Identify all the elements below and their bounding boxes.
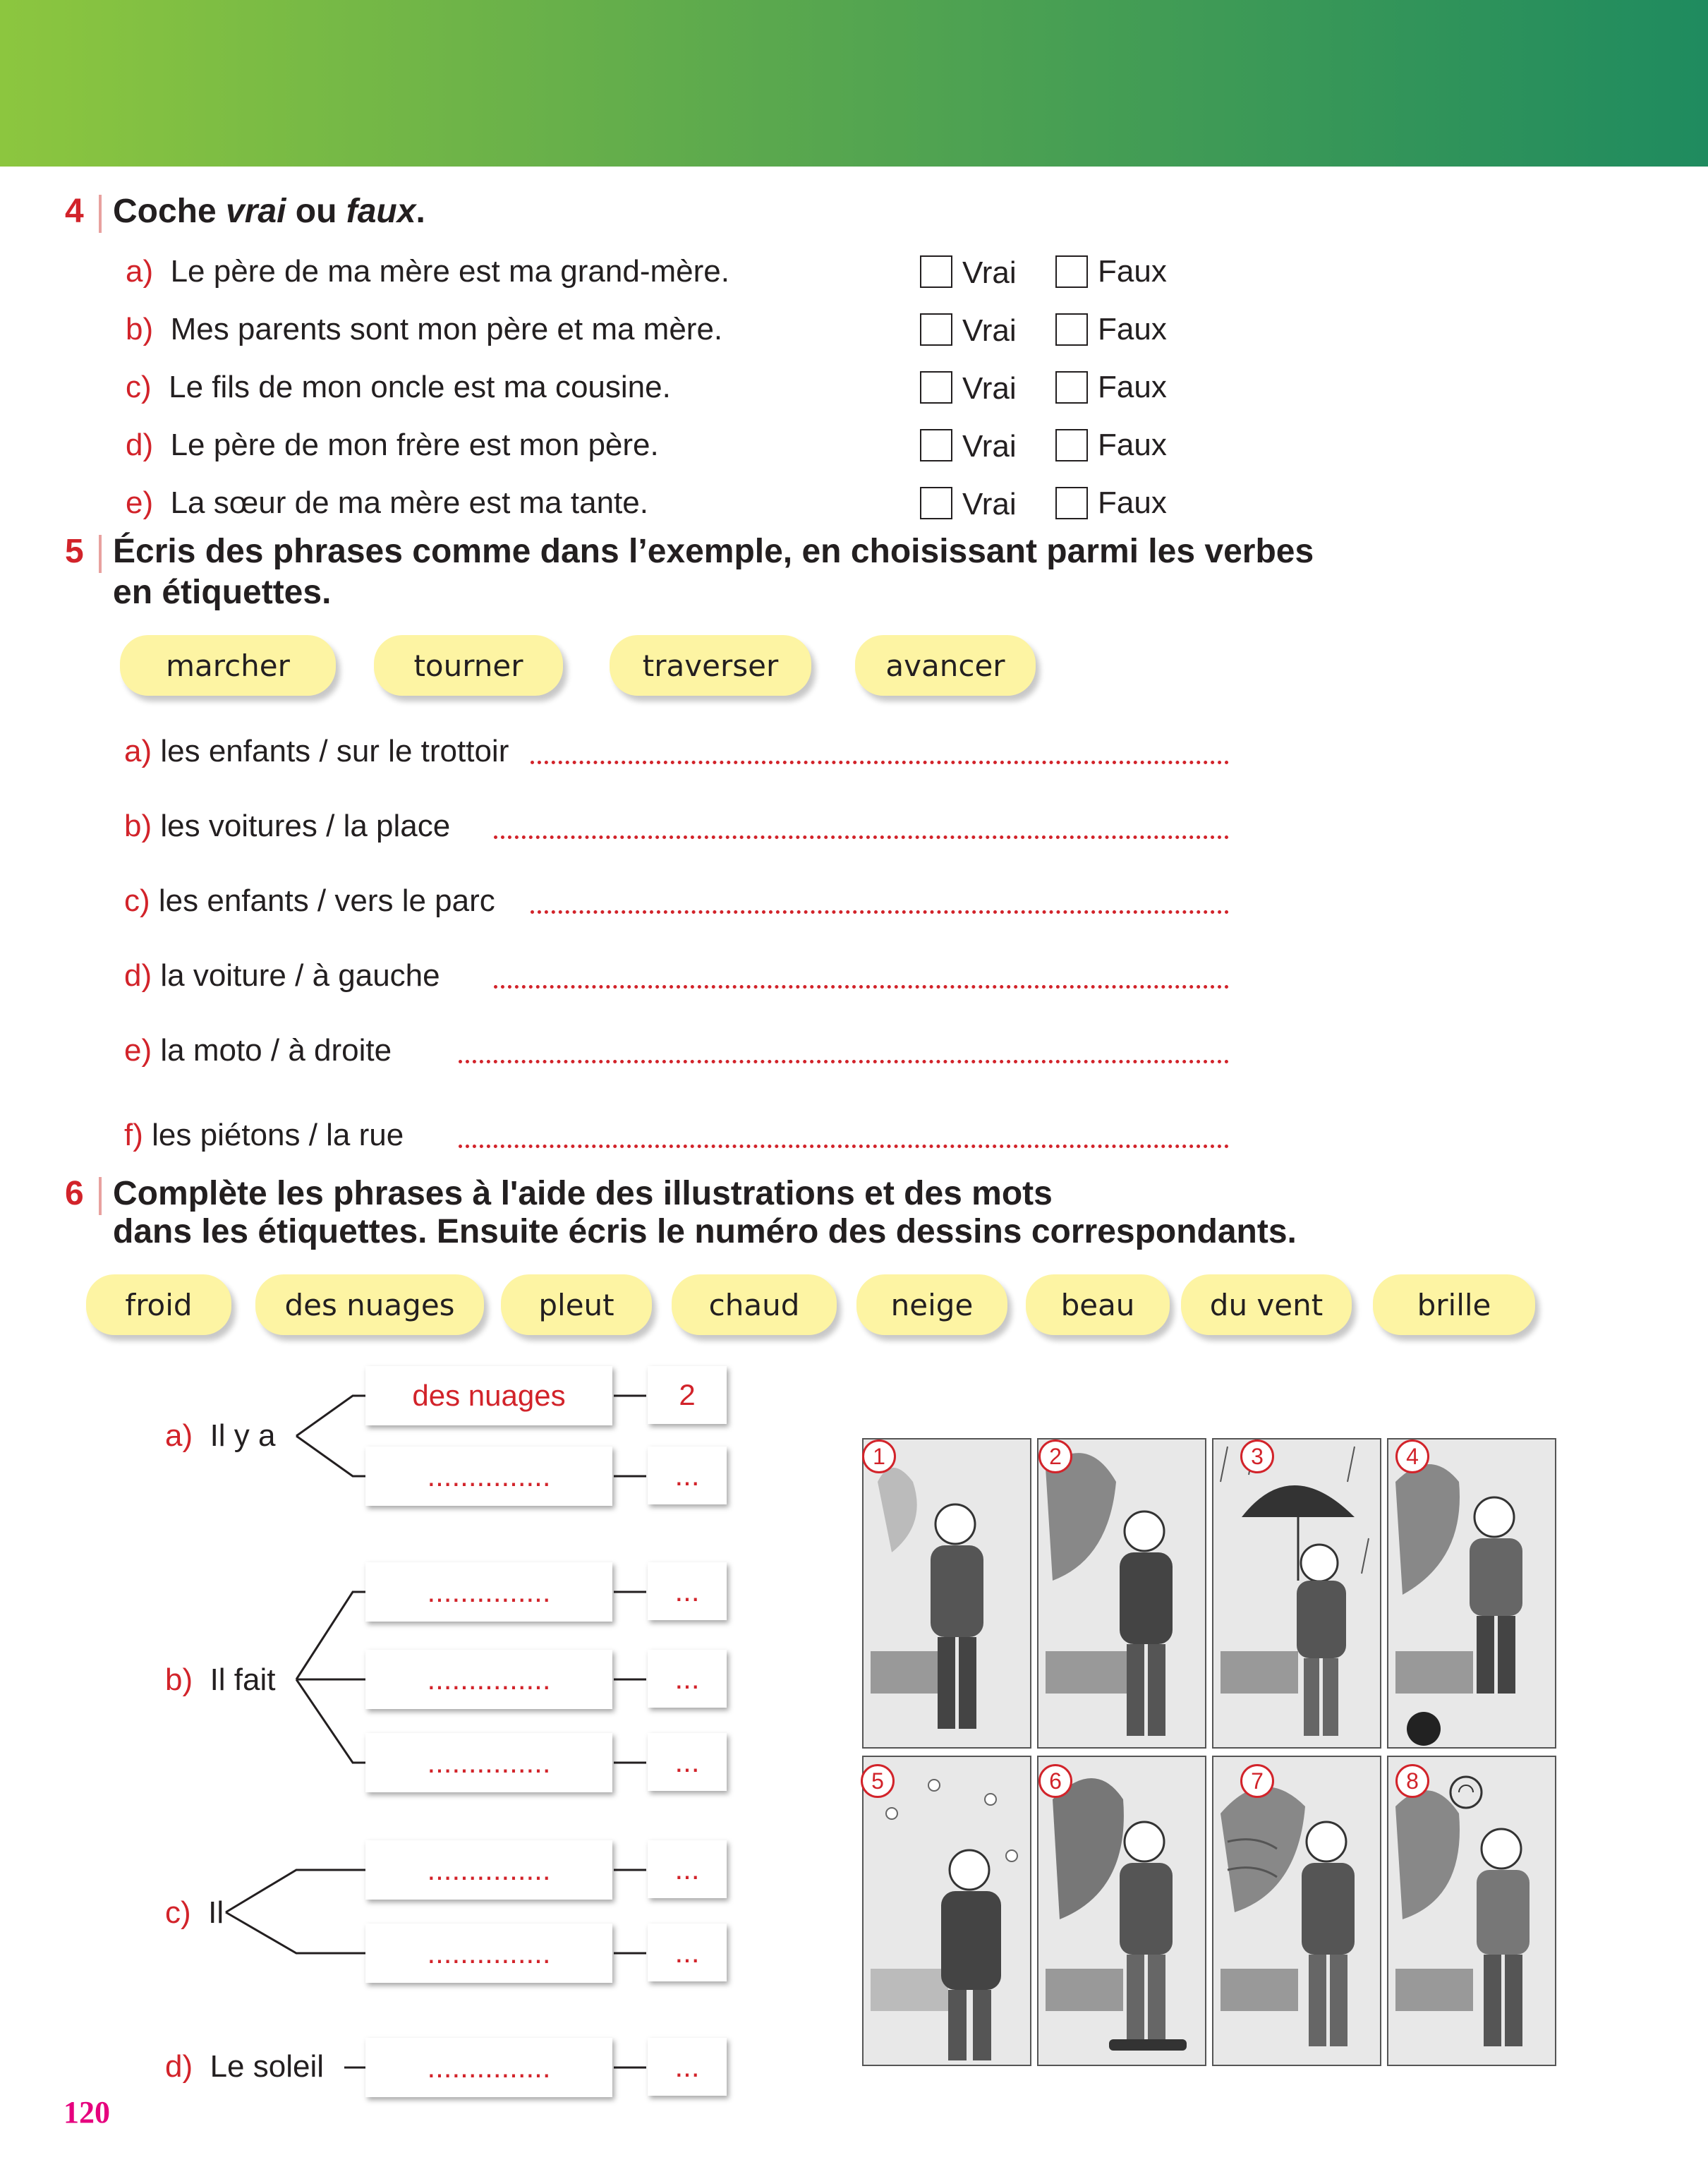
number-box[interactable]: ...: [648, 1447, 727, 1504]
false-checkbox[interactable]: [1055, 371, 1088, 404]
false-label: Faux: [1098, 428, 1167, 462]
item-letter: a): [124, 734, 152, 768]
item-text: Le soleil: [210, 2049, 325, 2084]
true-label: Vrai: [962, 487, 1017, 521]
item-letter: b): [165, 1662, 193, 1697]
illustration-number: 2: [1038, 1439, 1072, 1473]
verb-tag: traverser: [610, 635, 811, 696]
true-checkbox[interactable]: [920, 371, 952, 404]
item-letter: e): [124, 1033, 152, 1068]
number-box[interactable]: ...: [648, 2038, 727, 2096]
word-tag: beau: [1026, 1274, 1170, 1335]
false-label: Faux: [1098, 312, 1167, 346]
word-tag: du vent: [1181, 1274, 1352, 1335]
item-letter: d): [165, 2049, 193, 2084]
verb-tag: avancer: [855, 635, 1036, 696]
title-part: .: [416, 193, 425, 230]
title-part: Coche: [113, 193, 226, 230]
list-item: [126, 370, 671, 405]
word-tag: neige: [856, 1274, 1007, 1335]
illustration-number: 4: [1395, 1439, 1429, 1473]
item-letter: e): [126, 485, 154, 520]
answer-box[interactable]: ...............: [365, 1924, 612, 1983]
answer-box[interactable]: ...............: [365, 1840, 612, 1900]
number-box[interactable]: 2: [648, 1366, 727, 1424]
list-item: [126, 428, 659, 463]
illustration-number: 5: [861, 1764, 895, 1798]
answer-box[interactable]: des nuages: [365, 1366, 612, 1425]
row-label: [165, 1662, 276, 1698]
answer-line[interactable]: [494, 835, 1229, 839]
answer-line[interactable]: [459, 1145, 1229, 1148]
header-banner: [0, 0, 1708, 167]
row-label: [165, 1418, 276, 1454]
item-text: Le père de mon frère est mon père.: [170, 428, 659, 462]
true-label: Vrai: [962, 429, 1017, 464]
exercise-6-title-line2: dans les étiquettes. Ensuite écris le numéro des dessins correspondants.: [113, 1213, 1297, 1250]
number-box[interactable]: ...: [648, 1733, 727, 1791]
answer-line[interactable]: [459, 1060, 1229, 1063]
item-text: Il y a: [210, 1418, 276, 1453]
list-item: [126, 485, 648, 521]
word-tag: pleut: [501, 1274, 652, 1335]
item-text: les voitures / la place: [160, 809, 451, 843]
exercise-5-divider: [99, 535, 102, 573]
illustration-number: 8: [1395, 1764, 1429, 1798]
item-letter: b): [126, 312, 154, 346]
false-checkbox[interactable]: [1055, 255, 1088, 288]
answer-line[interactable]: [531, 910, 1229, 914]
number-box[interactable]: ...: [648, 1924, 727, 1981]
illustration-number: 1: [862, 1439, 896, 1473]
list-item: [124, 958, 440, 994]
list-item: [126, 254, 729, 289]
list-item: [124, 1118, 404, 1153]
item-letter: c): [165, 1895, 191, 1930]
word-tag: chaud: [672, 1274, 837, 1335]
exercise-5-title-line1: Écris des phrases comme dans l’exemple, en choisissant parmi les verbes: [113, 533, 1314, 570]
false-label: Faux: [1098, 254, 1167, 289]
item-text: la moto / à droite: [160, 1033, 392, 1068]
illustration-hot: [1387, 1438, 1556, 1749]
item-text: les enfants / vers le parc: [158, 883, 495, 918]
exercise-4-number: 4: [65, 193, 84, 230]
row-label: [165, 1895, 224, 1931]
answer-box[interactable]: ...............: [365, 1447, 612, 1506]
true-checkbox[interactable]: [920, 429, 952, 461]
title-part: ou: [286, 193, 346, 230]
true-label: Vrai: [962, 313, 1017, 348]
item-text: la voiture / à gauche: [160, 958, 440, 993]
list-item: [124, 809, 450, 844]
illustration-sun: [1387, 1756, 1556, 2066]
exercise-4-divider: [99, 195, 102, 233]
verb-tag: tourner: [374, 635, 563, 696]
item-letter: a): [126, 254, 154, 289]
list-item: [124, 734, 509, 769]
exercise-6-title-line1: Complète les phrases à l'aide des illustrations et des mots: [113, 1175, 1053, 1212]
answer-box[interactable]: ...............: [365, 1650, 612, 1709]
item-text: les enfants / sur le trottoir: [160, 734, 509, 768]
item-letter: b): [124, 809, 152, 843]
item-text: les piétons / la rue: [152, 1118, 404, 1152]
illustration-nice-weather: [1037, 1756, 1206, 2066]
item-letter: c): [124, 883, 150, 918]
answer-line[interactable]: [494, 985, 1229, 989]
answer-box[interactable]: ...............: [365, 1733, 612, 1792]
word-tag: des nuages: [255, 1274, 484, 1335]
word-tag: froid: [86, 1274, 231, 1335]
exercise-4-title: [113, 192, 425, 231]
answer-box[interactable]: ...............: [365, 1562, 612, 1622]
item-text: Il fait: [210, 1662, 276, 1697]
true-checkbox[interactable]: [920, 255, 952, 288]
answer-box[interactable]: ...............: [365, 2038, 612, 2097]
true-label: Vrai: [962, 371, 1017, 406]
false-checkbox[interactable]: [1055, 429, 1088, 461]
true-checkbox[interactable]: [920, 313, 952, 346]
item-text: Le fils de mon oncle est ma cousine.: [169, 370, 671, 404]
false-label: Faux: [1098, 370, 1167, 404]
illustration-rain: [1212, 1438, 1381, 1749]
illustration-number: 6: [1038, 1764, 1072, 1798]
list-item: [126, 312, 722, 347]
item-letter: c): [126, 370, 152, 404]
item-text: Mes parents sont mon père et ma mère.: [170, 312, 723, 346]
number-box[interactable]: ...: [648, 1562, 727, 1620]
exercise-5-title-line2: en étiquettes.: [113, 574, 332, 611]
exercise-5-number: 5: [65, 533, 84, 570]
title-part-italic: vrai: [226, 193, 286, 230]
exercise-6-number: 6: [65, 1175, 84, 1212]
item-letter: d): [124, 958, 152, 993]
item-text: La sœur de ma mère est ma tante.: [170, 485, 648, 520]
number-box[interactable]: ...: [648, 1650, 727, 1708]
illustration-wind: [1212, 1756, 1381, 2066]
verb-tag: marcher: [120, 635, 336, 696]
exercise-6-divider: [99, 1177, 102, 1215]
true-label: Vrai: [962, 255, 1017, 290]
false-checkbox[interactable]: [1055, 487, 1088, 519]
false-label: Faux: [1098, 485, 1167, 520]
list-item: [124, 883, 495, 919]
illustration-snow: [862, 1756, 1031, 2066]
list-item: [124, 1033, 392, 1068]
item-letter: f): [124, 1118, 143, 1152]
item-text: Il: [208, 1895, 224, 1930]
item-letter: d): [126, 428, 154, 462]
page-number: 120: [63, 2095, 110, 2130]
illustration-cold: [862, 1438, 1031, 1749]
false-checkbox[interactable]: [1055, 313, 1088, 346]
illustration-number: 7: [1240, 1764, 1274, 1798]
row-label: [165, 2049, 324, 2084]
illustration-number: 3: [1240, 1439, 1274, 1473]
illustration-clouds: [1037, 1438, 1206, 1749]
answer-line[interactable]: [531, 761, 1229, 764]
true-checkbox[interactable]: [920, 487, 952, 519]
item-letter: a): [165, 1418, 193, 1453]
title-part-italic: faux: [346, 193, 416, 230]
item-text: Le père de ma mère est ma grand-mère.: [170, 254, 729, 289]
number-box[interactable]: ...: [648, 1840, 727, 1898]
word-tag: brille: [1373, 1274, 1535, 1335]
